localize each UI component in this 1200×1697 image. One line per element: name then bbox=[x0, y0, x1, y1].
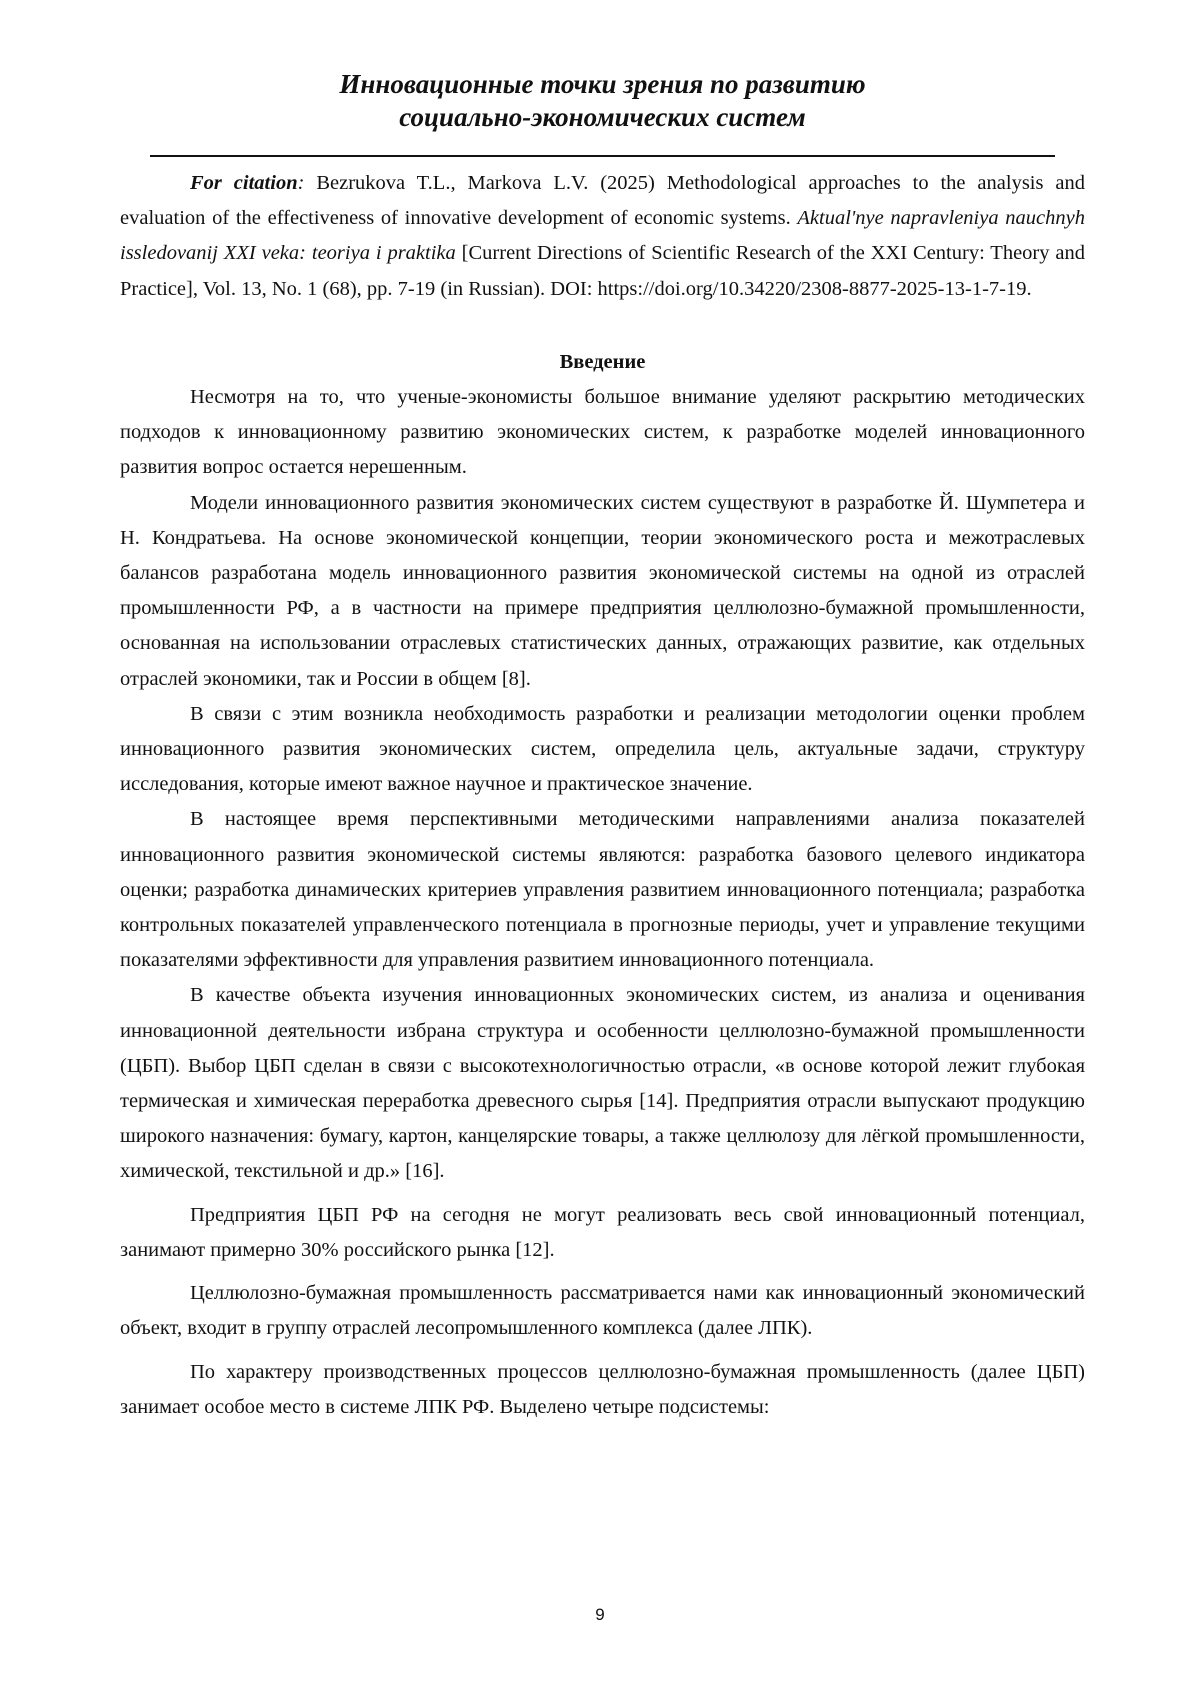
citation-text-after: [Current Directions of Scientific Research of the XXI Century: Theory and Practice], Vol. 13, No. 1 (68), pp. 7-19 (in Russian). DOI: https://doi.org/10.34220/2308-8877-2025-13-1-7-19. bbox=[120, 242, 1085, 299]
paragraph-7: Целлюлозно-бумажная промышленность рассматривается нами как инновационный экономический объект, входит в группу отраслей лесопромышленного комплекса (далее ЛПК). bbox=[120, 1276, 1085, 1346]
main-text bbox=[120, 166, 1085, 1425]
header-title-line-1: Инновационные точки зрения по развитию bbox=[150, 68, 1055, 101]
section-heading: Введение bbox=[120, 345, 1085, 380]
citation-label: For citation bbox=[190, 172, 298, 194]
page-number: 9 bbox=[0, 1605, 1200, 1625]
paragraph-2: Модели инновационного развития экономических систем существуют в разработке Й. Шумпетера и Н. Кондратьева. На основе экономической концепции, теории экономического роста и межотраслевых балансов разработана модель инновационного развития экономической системы на одной из отраслей промышленности РФ, а в частности на примере предприятия целлюлозно-бумажной промышленности, основанная на использовании отраслевых статистических данных, отражающих развитие, как отдельных отраслей экономики, так и России в общем [8]. bbox=[120, 486, 1085, 697]
citation-colon: : bbox=[298, 172, 305, 194]
paragraph-1: Несмотря на то, что ученые-экономисты большое внимание уделяют раскрытию методических подходов к инновационному развитию экономических систем, к разработке моделей инновационного развития вопрос остается нерешенным. bbox=[120, 380, 1085, 486]
paragraph-4: В настоящее время перспективными методическими направлениями анализа показателей инновационного развития экономической системы являются: разработка базового целевого индикатора оценки; разработка динамических критериев управления развитием инновационного потенциала; разработка контрольных показателей управленческого потенциала в прогнозные периоды, учет и управление текущими показателями эффективности для управления развитием инновационного потенциала. bbox=[120, 802, 1085, 978]
paragraph-3: В связи с этим возникла необходимость разработки и реализации методологии оценки проблем инновационного развития экономических систем, определила цель, актуальные задачи, структуру исследования, которые имеют важное научное и практическое значение. bbox=[120, 697, 1085, 803]
paragraph-5: В качестве объекта изучения инновационных экономических систем, из анализа и оценивания инновационной деятельности избрана структура и особенности целлюлозно-бумажной промышленности (ЦБП). Выбор ЦБП сделан в связи с высокотехнологичностью отрасли, «в основе которой лежит глубокая термическая и химическая переработка древесного сырья [14]. Предприятия отрасли выпускают продукцию широкого назначения: бумагу, картон, канцелярские товары, а также целлюлозу для лёгкой промышленности, химической, текстильной и др.» [16]. bbox=[120, 978, 1085, 1189]
paragraph-8: По характеру производственных процессов целлюлозно-бумажная промышленность (далее ЦБП) занимает особое место в системе ЛПК РФ. Выделено четыре подсистемы: bbox=[120, 1355, 1085, 1425]
header-title-line-2: социально-экономических систем bbox=[150, 101, 1055, 134]
paragraph-6: Предприятия ЦБП РФ на сегодня не могут реализовать весь свой инновационный потенциал, занимают примерно 30% российского рынка [12]. bbox=[120, 1198, 1085, 1268]
citation-journal: Aktual'nye napravleniya nauchnyh issledovanij XXI veka: teoriya i praktika bbox=[120, 207, 1085, 264]
citation-text-before: Bezrukova T.L., Markova L.V. (2025) Methodological approaches to the analysis and evaluation of the effectiveness of innovative development of economic systems. bbox=[120, 172, 1085, 229]
citation-paragraph bbox=[120, 166, 1085, 307]
running-header bbox=[150, 68, 1055, 134]
document-page bbox=[0, 0, 1200, 1697]
header-divider bbox=[150, 155, 1055, 157]
